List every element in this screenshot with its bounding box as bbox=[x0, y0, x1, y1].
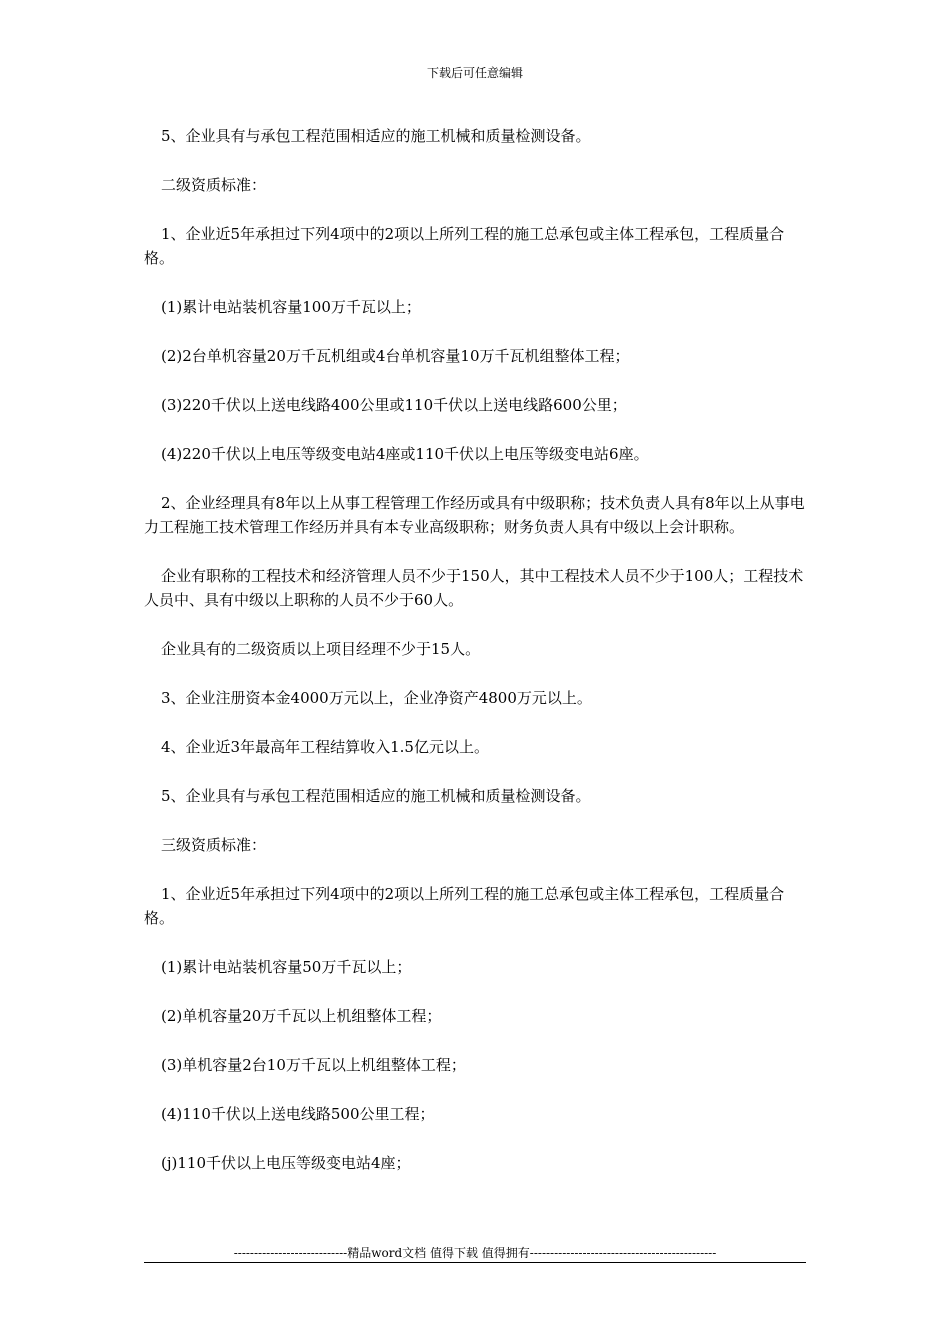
document-body bbox=[144, 124, 808, 1200]
paragraph: 5、企业具有与承包工程范围相适应的施工机械和质量检测设备。 bbox=[161, 787, 591, 805]
paragraph: 企业具有的二级资质以上项目经理不少于15人。 bbox=[161, 640, 481, 658]
page-footer: ----------------------------精品word文档 值得下载 值得拥有---------------------------------------------- bbox=[233, 1246, 717, 1260]
paragraph: 企业有职称的工程技术和经济管理人员不少于150人，其中工程技术人员不少于100人；工程技术人员中、具有中级以上职称的人员不少于60人。 bbox=[144, 567, 804, 609]
paragraph: (4)220千伏以上电压等级变电站4座或110千伏以上电压等级变电站6座。 bbox=[161, 445, 649, 463]
page-header: 下载后可任意编辑 bbox=[426, 66, 523, 80]
paragraph: 二级资质标准： bbox=[161, 176, 267, 194]
paragraph: (3)单机容量2台10万千瓦以上机组整体工程； bbox=[161, 1056, 466, 1074]
paragraph: 1、企业近5年承担过下列4项中的2项以上所列工程的施工总承包或主体工程承包，工程质量合格。 bbox=[144, 885, 785, 927]
paragraph: 3、企业注册资本金4000万元以上，企业净资产4800万元以上。 bbox=[161, 689, 592, 707]
paragraph: (1)累计电站装机容量100万千瓦以上； bbox=[161, 298, 421, 316]
paragraph: (j)110千伏以上电压等级变电站4座； bbox=[161, 1154, 411, 1172]
footer-rule bbox=[144, 1262, 806, 1263]
paragraph: 三级资质标准： bbox=[161, 836, 267, 854]
paragraph: (3)220千伏以上送电线路400公里或110千伏以上送电线路600公里； bbox=[161, 396, 627, 414]
paragraph: 5、企业具有与承包工程范围相适应的施工机械和质量检测设备。 bbox=[161, 127, 591, 145]
paragraph: (4)110千伏以上送电线路500公里工程； bbox=[161, 1105, 435, 1123]
paragraph: 2、企业经理具有8年以上从事工程管理工作经历或具有中级职称；技术负责人具有8年以上从事电力工程施工技术管理工作经历并具有本专业高级职称；财务负责人具有中级以上会计职称。 bbox=[144, 494, 805, 536]
paragraph: (2)单机容量20万千瓦以上机组整体工程； bbox=[161, 1007, 442, 1025]
paragraph: (1)累计电站装机容量50万千瓦以上； bbox=[161, 958, 412, 976]
paragraph: 1、企业近5年承担过下列4项中的2项以上所列工程的施工总承包或主体工程承包，工程质量合格。 bbox=[144, 225, 785, 267]
paragraph: 4、企业近3年最高年工程结算收入1.5亿元以上。 bbox=[161, 738, 489, 756]
paragraph: (2)2台单机容量20万千瓦机组或4台单机容量10万千瓦机组整体工程； bbox=[161, 347, 630, 365]
